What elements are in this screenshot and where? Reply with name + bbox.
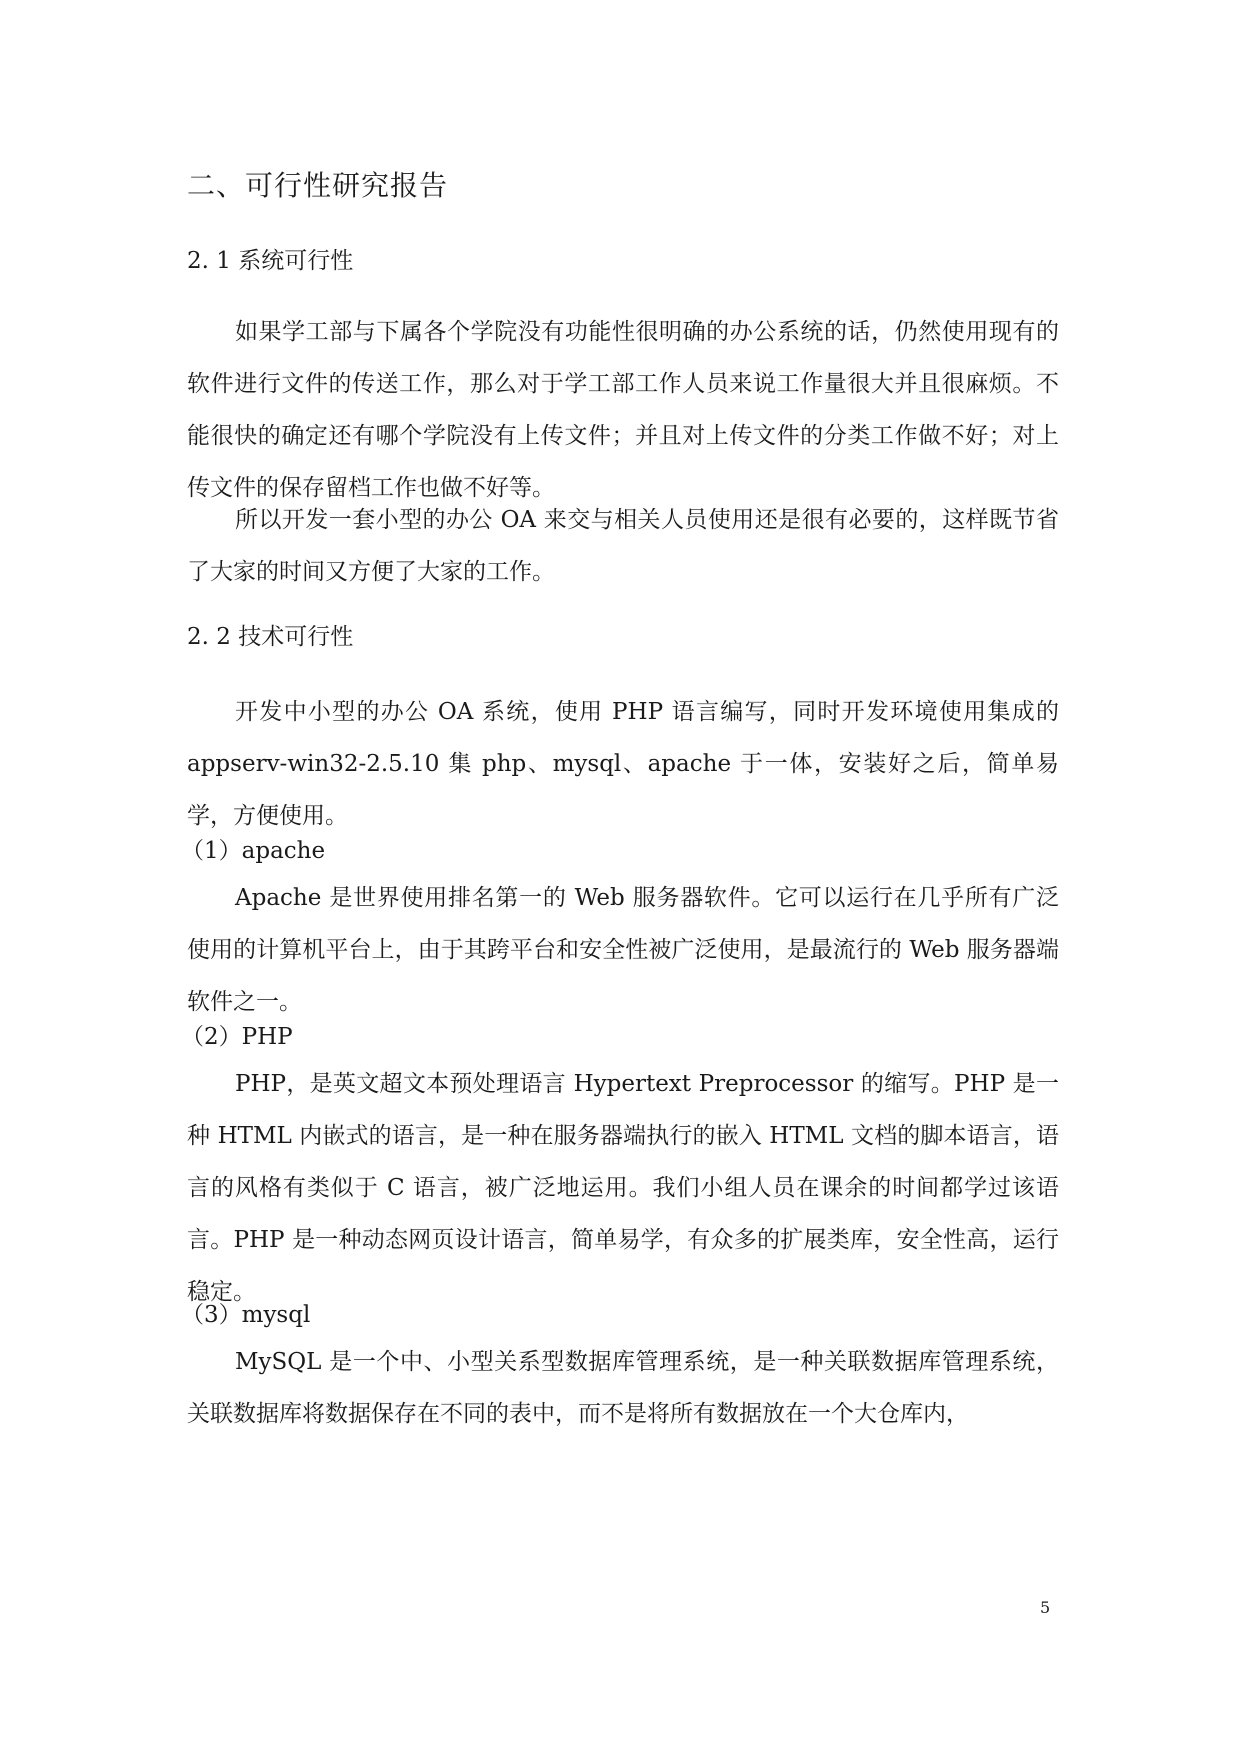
paragraph: PHP，是英文超文本预处理语言 Hypertext Preprocessor 的缩写。PHP 是一种 HTML 内嵌式的语言，是一种在服务器端执行的嵌入 HTML 文档的脚本语言，语言的风格有类似于 C 语言，被广泛地运用。我们小组人员在课余的时间都学过该语言。PHP 是一种动态网页设计语言，简单易学，有众多的扩展类库，安全性高，运行稳定。 xyxy=(187,1071,1059,1305)
chapter-title: 二、可行性研究报告 xyxy=(187,169,449,202)
item-label-apache: （1）apache xyxy=(181,838,326,864)
paragraph: MySQL 是一个中、小型关系型数据库管理系统，是一种关联数据库管理系统，关联数据库将数据保存在不同的表中，而不是将所有数据放在一个大仓库内， xyxy=(187,1349,1059,1427)
paragraph: 所以开发一套小型的办公 OA 来交与相关人员使用还是很有必要的，这样既节省了大家的时间又方便了大家的工作。 xyxy=(187,507,1059,585)
item-label-mysql: （3）mysql xyxy=(181,1302,311,1328)
item-label-php: （2）PHP xyxy=(181,1024,293,1050)
section-heading-system-feasibility: 2. 1 系统可行性 xyxy=(187,248,354,274)
section-heading-technical-feasibility: 2. 2 技术可行性 xyxy=(187,624,354,650)
paragraph: Apache 是世界使用排名第一的 Web 服务器软件。它可以运行在几乎所有广泛使用的计算机平台上，由于其跨平台和安全性被广泛使用，是最流行的 Web 服务器端软件之一。 xyxy=(187,885,1059,1015)
paragraph: 如果学工部与下属各个学院没有功能性很明确的办公系统的话，仍然使用现有的软件进行文件的传送工作，那么对于学工部工作人员来说工作量很大并且很麻烦。不能很快的确定还有哪个学院没有上传文件；并且对上传文件的分类工作做不好；对上传文件的保存留档工作也做不好等。 xyxy=(187,319,1059,501)
page-number: 5 xyxy=(1040,1598,1051,1617)
paragraph: 开发中小型的办公 OA 系统，使用 PHP 语言编写，同时开发环境使用集成的 appserv-win32-2.5.10 集 php、mysql、apache 于一体，安装好之后，简单易学，方便使用。 xyxy=(187,699,1059,829)
